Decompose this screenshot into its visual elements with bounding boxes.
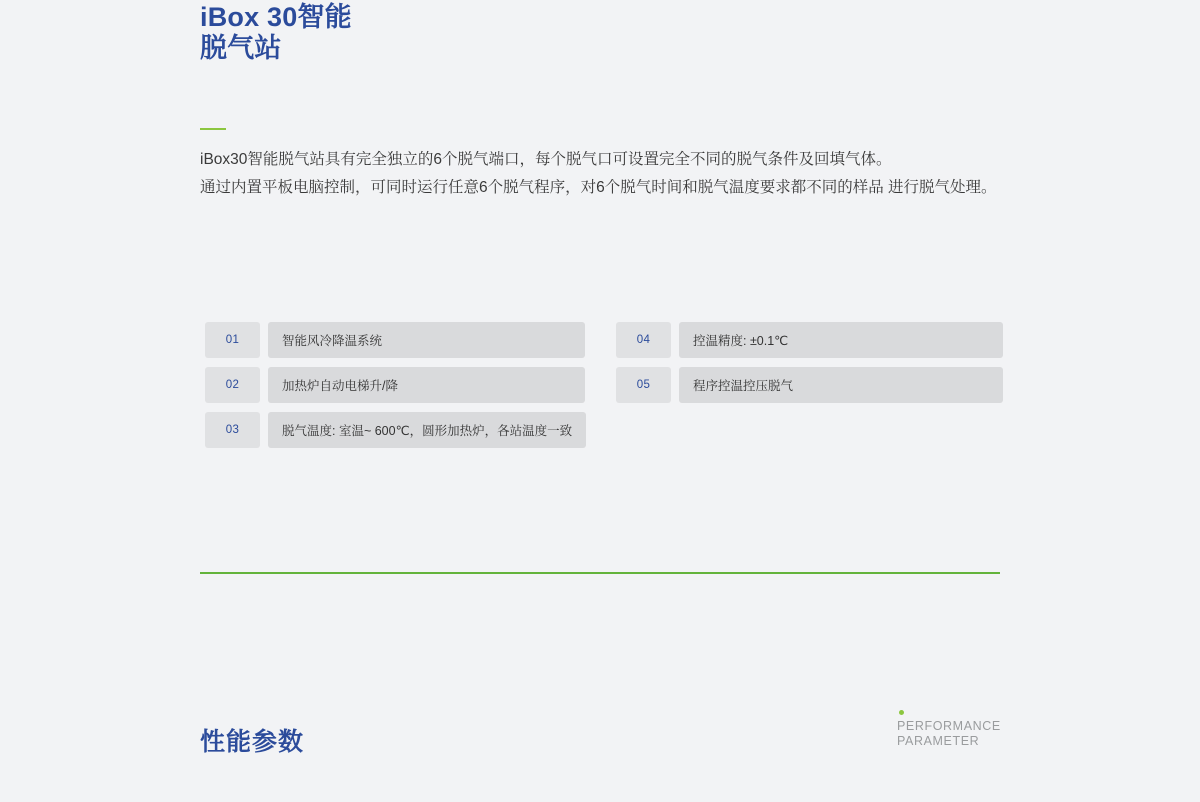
- feature-column-right: [616, 322, 1003, 412]
- feature-number: 02: [205, 367, 260, 403]
- description-block: [200, 146, 1000, 202]
- feature-label: 程序控温控压脱气: [679, 367, 1003, 403]
- feature-label: 加热炉自动电梯升/降: [268, 367, 585, 403]
- feature-number: 04: [616, 322, 671, 358]
- feature-label: 控温精度: ±0.1℃: [679, 322, 1003, 358]
- dot-icon: [899, 710, 904, 715]
- page-title-line-2: 脱气站: [200, 33, 282, 63]
- feature-number: 03: [205, 412, 260, 448]
- list-item: [205, 367, 585, 403]
- feature-label: 脱气温度: 室温~ 600℃，圆形加热炉，各站温度一致: [268, 412, 586, 448]
- feature-column-left: [205, 322, 585, 457]
- list-item: [616, 322, 1003, 358]
- title-underline-divider: [200, 128, 226, 130]
- section-divider: [200, 572, 1000, 574]
- section-heading-performance: 性能参数: [200, 728, 305, 756]
- description-paragraph-2: 通过内置平板电脑控制，可同时运行任意6个脱气程序，对6个脱气时间和脱气温度要求都不同的样品 进行脱气处理。: [200, 179, 997, 196]
- description-paragraph-1: iBox30智能脱气站具有完全独立的6个脱气端口，每个脱气口可设置完全不同的脱气条件及回填气体。: [200, 151, 892, 168]
- feature-number: 05: [616, 367, 671, 403]
- watermark-performance-parameter: [897, 710, 1007, 749]
- watermark-line-2: PARAMETER: [897, 734, 980, 748]
- list-item: [616, 367, 1003, 403]
- feature-label: 智能风冷降温系统: [268, 322, 585, 358]
- list-item: [205, 412, 585, 448]
- feature-number: 01: [205, 322, 260, 358]
- page-title-line-1: iBox 30智能: [200, 2, 352, 32]
- list-item: [205, 322, 585, 358]
- page-title: [200, 2, 800, 64]
- watermark-line-1: PERFORMANCE: [897, 719, 1001, 733]
